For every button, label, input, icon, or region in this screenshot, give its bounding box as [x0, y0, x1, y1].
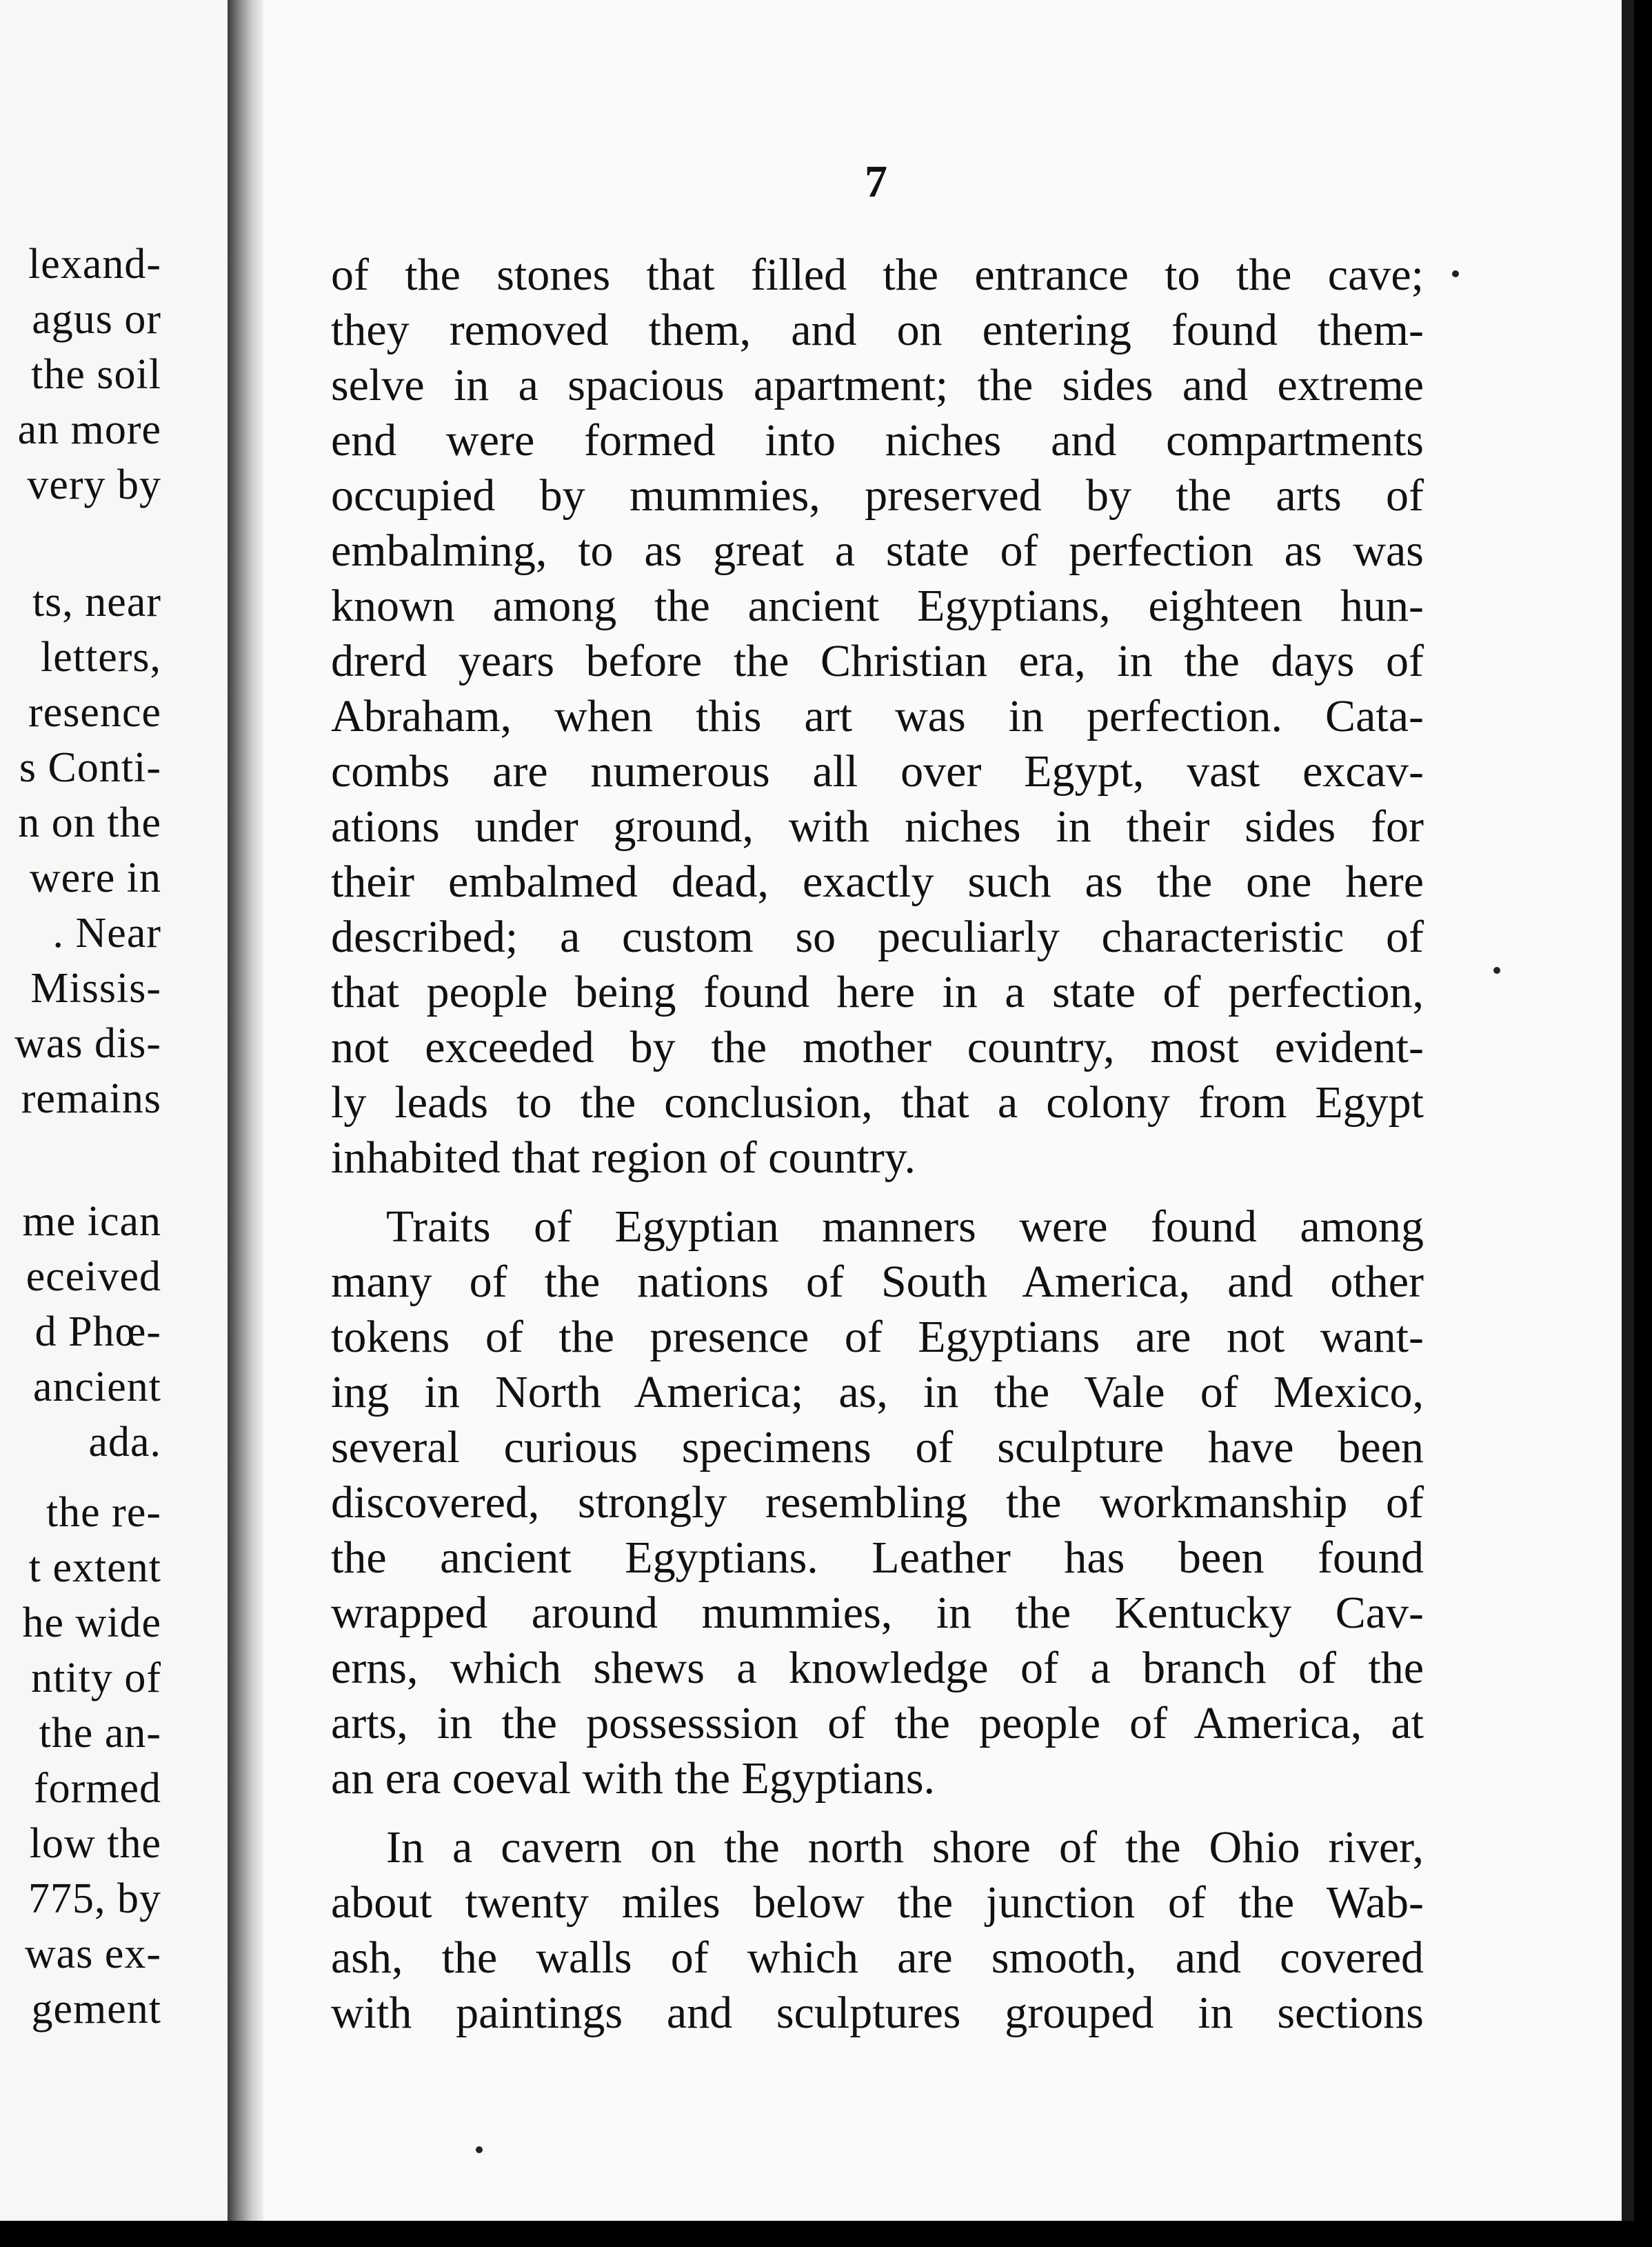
left-page-line: me ican	[22, 1198, 161, 1245]
scan-speck	[1452, 270, 1459, 277]
body-text-line: of the stones that filled the entrance to the cave;	[331, 250, 1424, 300]
scan-border	[0, 2221, 1652, 2247]
left-page-line: an more	[17, 406, 161, 453]
left-page-line: . Near	[52, 910, 161, 957]
left-page-line: letters,	[41, 634, 161, 681]
body-text-line: ash, the walls of which are smooth, and covered	[331, 1933, 1424, 1983]
left-page-line: ntity of	[31, 1655, 161, 1701]
left-page-line: was dis-	[14, 1020, 161, 1067]
left-page-line: he wide	[22, 1599, 161, 1646]
body-text-line: wrapped around mummies, in the Kentucky Cav-	[331, 1588, 1424, 1638]
body-text-line: Traits of Egyptian manners were found among	[386, 1201, 1424, 1252]
scan-speck	[1493, 967, 1500, 974]
body-text-line: that people being found here in a state of perfection,	[331, 967, 1424, 1017]
facing-page-fragment	[0, 0, 248, 2221]
body-text-line: inhabited that region of country.	[331, 1132, 916, 1183]
scan-speck	[476, 2146, 483, 2153]
left-page-line: formed	[33, 1765, 161, 1812]
left-page-line: t extent	[28, 1544, 161, 1591]
left-page-line: s Conti-	[19, 744, 161, 791]
body-text-line: described; a custom so peculiarly characteristic of	[331, 912, 1424, 962]
body-text-line: In a cavern on the north shore of the Ohio river,	[386, 1822, 1424, 1872]
left-page-line: were in	[29, 855, 161, 901]
left-page-line: low the	[29, 1820, 161, 1867]
body-text-line: embalming, to as great a state of perfection as was	[331, 526, 1424, 576]
body-text-line: the ancient Egyptians. Leather has been found	[331, 1532, 1424, 1583]
body-text-line: end were formed into niches and compartments	[331, 415, 1424, 466]
body-text-line: many of the nations of South America, and other	[331, 1257, 1424, 1307]
body-text-line: combs are numerous all over Egypt, vast excav-	[331, 746, 1424, 797]
body-text-line: discovered, strongly resembling the workmanship of	[331, 1477, 1424, 1528]
body-text-line: ations under ground, with niches in their sides for	[331, 801, 1424, 852]
left-page-line: gement	[31, 1986, 161, 2033]
left-page-line: resence	[28, 689, 161, 736]
body-text-line: Abraham, when this art was in perfection. Cata-	[331, 691, 1424, 741]
left-page-line: lexand-	[28, 241, 161, 288]
body-text-line: arts, in the possesssion of the people of America, at	[331, 1698, 1424, 1748]
body-text-line: occupied by mummies, preserved by the arts of	[331, 470, 1424, 521]
left-page-line: d Phœ-	[34, 1308, 161, 1355]
body-text-line: selve in a spacious apartment; the sides and extreme	[331, 360, 1424, 410]
body-text-line: ing in North America; as, in the Vale of Mexico,	[331, 1367, 1424, 1417]
left-page-line: remains	[21, 1075, 161, 1122]
left-page-line: eceived	[26, 1253, 161, 1300]
left-page-line: the re-	[46, 1489, 161, 1536]
body-text-line: with paintings and sculptures grouped in sections	[331, 1988, 1424, 2038]
left-page-line: was ex-	[24, 1930, 161, 1977]
body-text-line: tokens of the presence of Egyptians are not want-	[331, 1312, 1424, 1362]
left-page-line: ancient	[32, 1364, 161, 1410]
body-text-line: erns, which shews a knowledge of a branch of the	[331, 1643, 1424, 1693]
left-page-line: agus or	[32, 296, 161, 343]
body-text-line: known among the ancient Egyptians, eighteen hun-	[331, 581, 1424, 631]
page-edge	[1622, 0, 1634, 2247]
page-number: 7	[865, 157, 887, 207]
book-gutter	[228, 0, 263, 2221]
left-page-line: very by	[27, 461, 161, 508]
left-page-line: the soil	[31, 351, 161, 398]
body-text-line: drerd years before the Christian era, in the days of	[331, 636, 1424, 686]
body-text-line: an era coeval with the Egyptians.	[331, 1753, 936, 1804]
left-page-line: n on the	[18, 799, 161, 846]
body-text-line: their embalmed dead, exactly such as the one here	[331, 857, 1424, 907]
left-page-line: Missis-	[30, 965, 161, 1012]
left-page-line: the an-	[39, 1710, 161, 1757]
body-text-line: about twenty miles below the junction of the Wab-	[331, 1877, 1424, 1928]
left-page-line: ts, near	[32, 579, 161, 626]
body-text-line: ly leads to the conclusion, that a colony from Egypt	[331, 1077, 1424, 1128]
body-text-line: several curious specimens of sculpture have been	[331, 1422, 1424, 1472]
body-text-line: they removed them, and on entering found them-	[331, 305, 1424, 355]
left-page-line: ada.	[88, 1419, 161, 1466]
left-page-line: 775, by	[28, 1875, 161, 1922]
body-text-line: not exceeded by the mother country, most evident-	[331, 1022, 1424, 1072]
